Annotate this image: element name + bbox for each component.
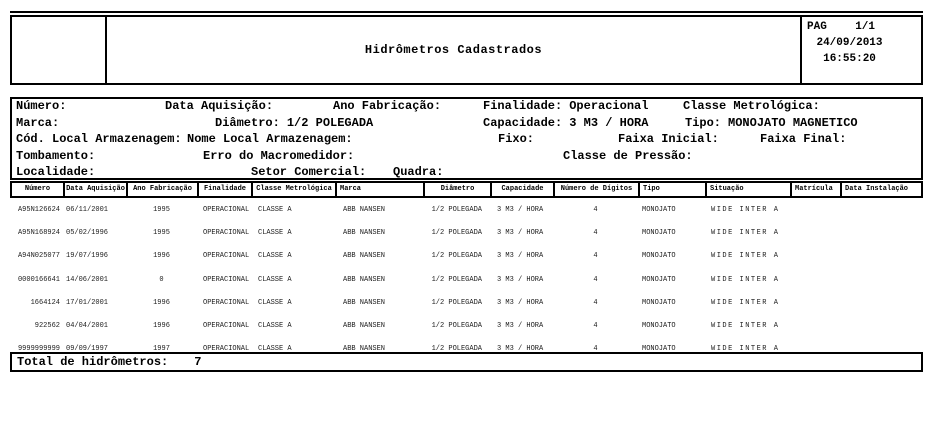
filter-classe-pressao xyxy=(563,150,693,162)
filter-setor-comercial xyxy=(251,166,366,178)
page-number: 1/1 xyxy=(855,21,875,33)
filter-finalidade xyxy=(483,100,648,112)
page-title-cell xyxy=(107,17,800,83)
cell: 06/11/2001 xyxy=(66,206,109,214)
cell: OPERACIONAL xyxy=(203,275,250,284)
filter-value: MONOJATO MAGNETICO xyxy=(728,116,858,130)
filter-value: 3 M3 / HORA xyxy=(569,116,649,130)
top-rule-line xyxy=(10,11,923,13)
cell xyxy=(840,322,923,330)
cell: 1/2 POLEGADA xyxy=(431,275,482,284)
filter-marca xyxy=(16,117,59,129)
cell: 4 xyxy=(593,275,598,284)
cell: CLASSE A xyxy=(258,206,292,214)
cell: 1664124 xyxy=(30,298,60,307)
cell: 4 xyxy=(593,206,598,214)
cell: CLASSE A xyxy=(258,229,292,238)
filter-localidade xyxy=(16,166,95,178)
cell: 0000166641 xyxy=(17,275,60,284)
filter-nome-local-armazenagem xyxy=(187,133,353,145)
cell: 1/2 POLEGADA xyxy=(431,252,482,261)
cell: 0 xyxy=(159,275,164,284)
column-header-6: Diâmetro xyxy=(425,183,492,196)
report-date: 24/09/2013 xyxy=(816,37,883,49)
total-label: Total de hidrômetros: xyxy=(17,355,169,369)
table-row xyxy=(10,252,923,260)
filter-label: Faixa Inicial: xyxy=(618,132,719,146)
table-row xyxy=(10,276,923,284)
cell: 4 xyxy=(593,322,598,330)
cell: ABB NANSEN xyxy=(343,275,386,284)
cell: OPERACIONAL xyxy=(203,345,250,354)
cell: WIDE INTER A xyxy=(711,252,780,261)
column-header-9: Tipo xyxy=(640,183,707,196)
filter-label: Tombamento: xyxy=(16,149,96,163)
cell: 09/09/1997 xyxy=(66,345,109,354)
filter-label: Tipo: xyxy=(685,116,722,130)
column-header-10: Situação xyxy=(707,183,792,196)
filter-label: Capacidade: xyxy=(483,116,563,130)
filter-label: Finalidade: xyxy=(483,99,563,113)
cell: 3 M3 / HORA xyxy=(497,206,544,214)
filter-capacidade xyxy=(483,117,648,129)
cell xyxy=(790,322,840,330)
filter-diametro xyxy=(215,117,373,129)
cell: CLASSE A xyxy=(258,275,292,284)
cell: 1/2 POLEGADA xyxy=(431,345,482,354)
cell: CLASSE A xyxy=(258,298,292,307)
column-header-11: Matrícula xyxy=(792,183,842,196)
filter-fixo xyxy=(498,133,534,145)
cell: A95N126624 xyxy=(17,206,60,214)
cell: 1996 xyxy=(153,322,170,330)
cell xyxy=(790,206,840,214)
filter-label: Número: xyxy=(16,99,67,113)
column-header-7: Capacidade xyxy=(492,183,555,196)
filter-label: Nome Local Armazenagem: xyxy=(187,132,353,146)
cell: 3 M3 / HORA xyxy=(497,345,544,354)
column-header-0: Número xyxy=(12,183,65,196)
filter-label: Diâmetro: xyxy=(215,116,280,130)
filter-tombamento xyxy=(16,150,95,162)
cell: 17/01/2001 xyxy=(66,298,109,307)
cell: CLASSE A xyxy=(258,345,292,354)
column-header-3: Finalidade xyxy=(199,183,253,196)
table-header-row xyxy=(10,181,923,198)
filter-numero xyxy=(16,100,66,112)
filter-faixa-inicial xyxy=(618,133,719,145)
cell: 04/04/2001 xyxy=(66,322,109,330)
cell: 4 xyxy=(593,345,598,354)
filter-erro-macromedidor xyxy=(203,150,354,162)
filter-label: Erro do Macromedidor: xyxy=(203,149,355,163)
cell: 4 xyxy=(593,298,598,307)
cell: WIDE INTER A xyxy=(711,298,780,307)
cell: 3 M3 / HORA xyxy=(497,252,544,261)
cell: 3 M3 / HORA xyxy=(497,229,544,238)
cell: 1/2 POLEGADA xyxy=(431,322,482,330)
cell xyxy=(840,299,923,307)
cell: A94N025077 xyxy=(17,252,60,261)
cell: MONOJATO xyxy=(642,298,676,307)
cell: 14/06/2001 xyxy=(66,275,109,284)
cell: ABB NANSEN xyxy=(343,206,386,214)
cell: WIDE INTER A xyxy=(711,322,780,330)
cell: WIDE INTER A xyxy=(711,345,780,354)
table-row xyxy=(10,299,923,307)
pag-label: PAG xyxy=(807,21,827,33)
filter-label: Classe de Pressão: xyxy=(563,149,693,163)
cell: 1/2 POLEGADA xyxy=(431,206,482,214)
cell: 4 xyxy=(593,252,598,261)
cell: OPERACIONAL xyxy=(203,206,250,214)
cell: MONOJATO xyxy=(642,275,676,284)
total-value: 7 xyxy=(194,355,202,369)
filter-label: Fixo: xyxy=(498,132,535,146)
column-header-12: Data Instalação xyxy=(845,185,909,193)
page-indicator xyxy=(802,21,921,34)
cell: 3 M3 / HORA xyxy=(497,275,544,284)
filter-label: Marca: xyxy=(16,116,60,130)
total-box xyxy=(10,352,923,372)
filter-label: Quadra: xyxy=(393,165,444,179)
cell xyxy=(790,229,840,237)
cell: ABB NANSEN xyxy=(343,252,386,261)
cell xyxy=(840,276,923,284)
cell: OPERACIONAL xyxy=(203,298,250,307)
cell: 1/2 POLEGADA xyxy=(431,229,482,238)
logo-box xyxy=(12,17,107,83)
cell: ABB NANSEN xyxy=(343,345,386,354)
cell: WIDE INTER A xyxy=(711,275,780,284)
filter-value: 1/2 POLEGADA xyxy=(286,116,374,130)
filter-label: Classe Metrológica: xyxy=(683,99,820,113)
cell: 3 M3 / HORA xyxy=(497,298,544,307)
cell: 1995 xyxy=(153,206,170,214)
cell: 1997 xyxy=(153,345,170,354)
table-row xyxy=(10,322,923,330)
filter-cod-local-armazenagem xyxy=(16,133,182,145)
report-time: 16:55:20 xyxy=(823,53,876,65)
column-header-2: Ano Fabricação xyxy=(128,183,199,196)
cell: ABB NANSEN xyxy=(343,229,386,238)
cell: 19/07/1996 xyxy=(66,252,109,261)
cell: 1/2 POLEGADA xyxy=(431,298,482,307)
table-row xyxy=(10,206,923,214)
filter-label: Setor Comercial: xyxy=(251,165,367,179)
table-row xyxy=(10,229,923,237)
cell xyxy=(840,229,923,237)
cell xyxy=(840,252,923,260)
filter-quadra xyxy=(393,166,443,178)
cell: MONOJATO xyxy=(642,229,676,238)
cell: MONOJATO xyxy=(642,322,676,330)
cell: 9999999999 xyxy=(17,345,60,354)
filter-value: Operacional xyxy=(569,99,649,113)
cell: A95N168924 xyxy=(17,229,60,238)
page-title: Hidrômetros Cadastrados xyxy=(364,43,543,57)
filter-label: Faixa Final: xyxy=(760,132,847,146)
cell: WIDE INTER A xyxy=(711,206,780,214)
cell: ABB NANSEN xyxy=(343,322,386,330)
filter-classe-metrologica xyxy=(683,100,820,112)
filter-label: Localidade: xyxy=(16,165,96,179)
cell xyxy=(790,299,840,307)
cell xyxy=(790,276,840,284)
filter-faixa-final xyxy=(760,133,846,145)
cell: 3 M3 / HORA xyxy=(497,322,544,330)
column-header-5: Marca xyxy=(337,183,425,196)
cell xyxy=(840,206,923,214)
column-header-8: Número de Dígitos xyxy=(555,183,640,196)
cell: 1996 xyxy=(153,298,170,307)
cell: 1996 xyxy=(153,252,170,261)
column-header-1: Data Aquisição xyxy=(65,183,128,196)
cell: 922562 xyxy=(34,322,60,330)
cell: MONOJATO xyxy=(642,252,676,261)
report-header xyxy=(10,15,923,85)
cell: CLASSE A xyxy=(258,322,292,330)
column-header-4: Classe Metrológica xyxy=(253,183,337,196)
cell: MONOJATO xyxy=(642,345,676,354)
page-info-cell xyxy=(800,17,921,83)
cell: 4 xyxy=(593,229,598,238)
cell: OPERACIONAL xyxy=(203,229,250,238)
cell: WIDE INTER A xyxy=(711,229,780,238)
cell: 1995 xyxy=(153,229,170,238)
filter-label: Data Aquisição: xyxy=(165,99,274,113)
cell xyxy=(790,252,840,260)
cell: MONOJATO xyxy=(642,206,676,214)
filter-label: Ano Fabricação: xyxy=(333,99,442,113)
cell: CLASSE A xyxy=(258,252,292,261)
cell: 05/02/1996 xyxy=(66,229,109,238)
cell: ABB NANSEN xyxy=(343,298,386,307)
filter-label: Cód. Local Armazenagem: xyxy=(16,132,182,146)
cell: OPERACIONAL xyxy=(203,252,250,261)
filter-data-aquisicao xyxy=(165,100,273,112)
cell: OPERACIONAL xyxy=(203,322,250,330)
filter-ano-fabricacao xyxy=(333,100,441,112)
filter-tipo xyxy=(685,117,858,129)
